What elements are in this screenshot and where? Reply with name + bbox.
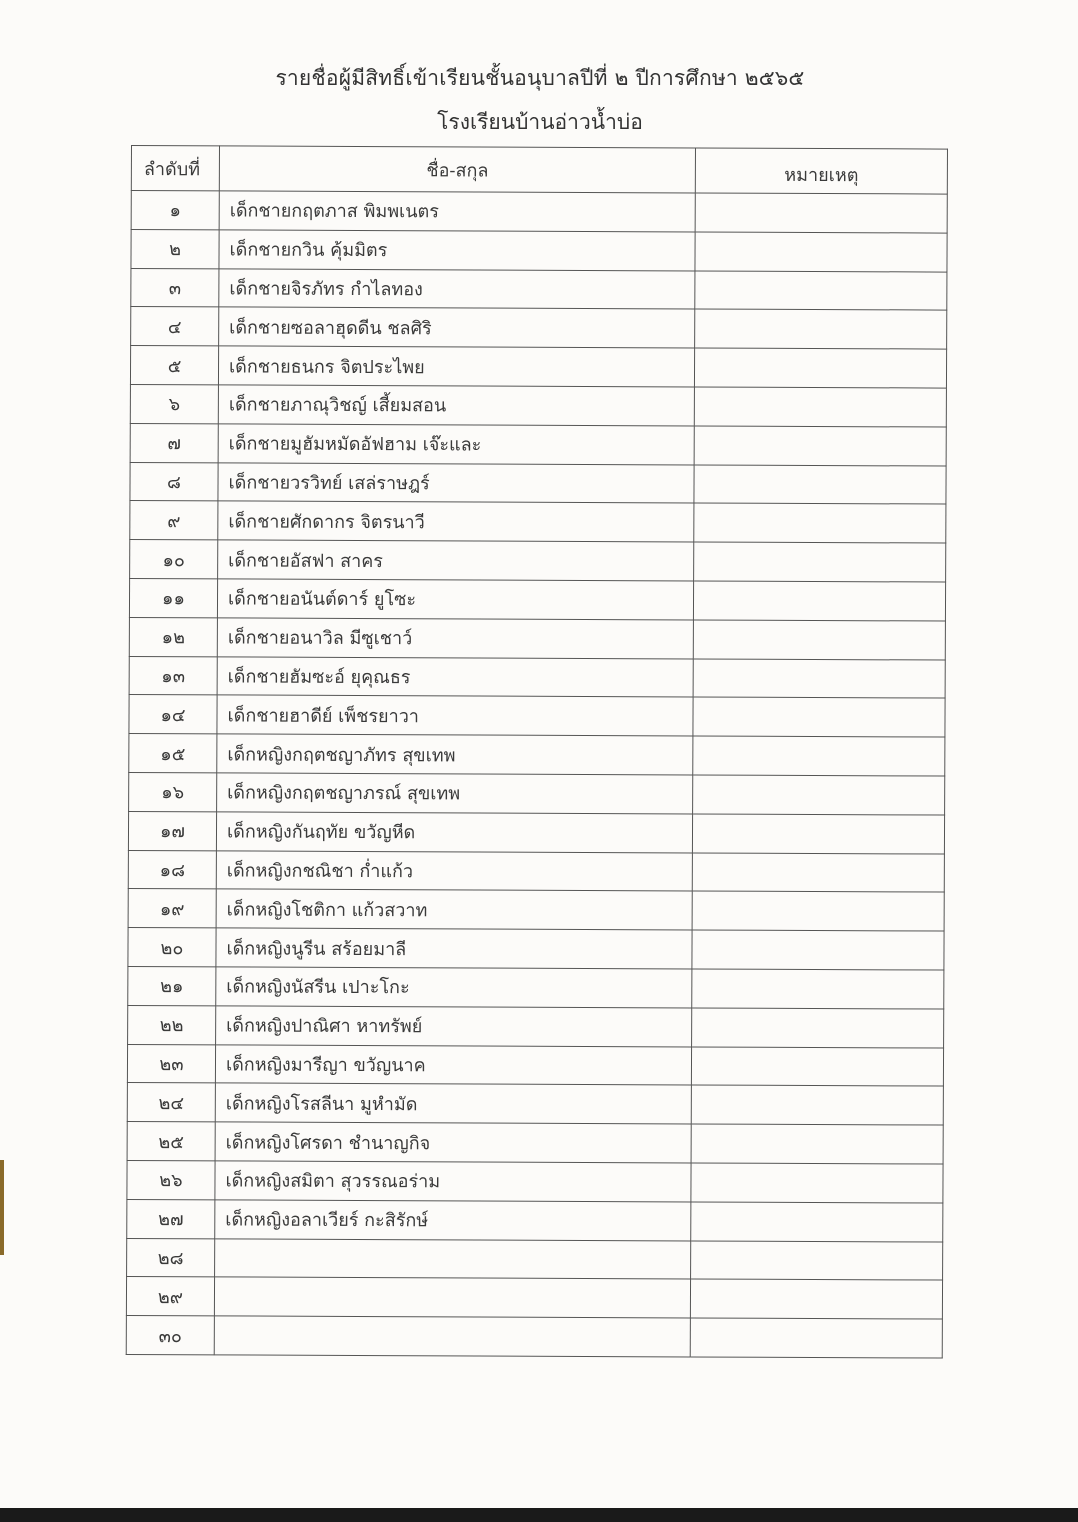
- row-order-number: ๕: [130, 346, 218, 385]
- table-row: [127, 1160, 943, 1202]
- table-row: [129, 695, 945, 737]
- table-row: [126, 1277, 942, 1319]
- table-row: [127, 1122, 943, 1164]
- row-remark: [695, 309, 947, 349]
- row-student-name: เด็กชายอัสฟา สาคร: [218, 540, 694, 581]
- row-remark: [693, 659, 945, 699]
- row-remark: [692, 930, 944, 970]
- row-order-number: ๑๒: [129, 617, 217, 656]
- row-order-number: ๑๗: [128, 811, 216, 850]
- row-order-number: ๒๗: [127, 1199, 215, 1238]
- table-row: [129, 734, 945, 776]
- table-row: [128, 850, 944, 892]
- row-order-number: ๒๙: [126, 1277, 214, 1316]
- row-remark: [694, 348, 946, 388]
- bottom-edge-bar: [0, 1508, 1078, 1522]
- table-row: [130, 540, 946, 582]
- row-remark: [693, 775, 945, 815]
- table-row: [127, 1238, 943, 1280]
- table-header-row: [131, 146, 947, 195]
- table-row: [131, 229, 947, 271]
- table-row: [128, 889, 944, 931]
- row-remark: [694, 465, 946, 505]
- header-remark: หมายเหตุ: [695, 148, 947, 194]
- row-order-number: ๒๑: [128, 966, 216, 1005]
- row-remark: [693, 581, 945, 621]
- row-student-name: เด็กหญิงปาณิศา หาทรัพย์: [216, 1006, 692, 1047]
- row-order-number: ๓: [131, 268, 219, 307]
- row-order-number: ๒๐: [128, 928, 216, 967]
- row-remark: [691, 1202, 943, 1242]
- row-remark: [694, 542, 946, 582]
- row-student-name: เด็กหญิงโชติกา แก้วสวาท: [216, 889, 692, 930]
- row-student-name: เด็กหญิงกฤตชญาภัทร สุขเทพ: [217, 734, 693, 775]
- row-order-number: ๔: [131, 307, 219, 346]
- row-remark: [692, 1008, 944, 1048]
- table-row: [130, 501, 946, 543]
- row-order-number: ๗: [130, 423, 218, 462]
- row-remark: [693, 697, 945, 737]
- row-student-name: เด็กชายภาณุวิชญ์ เสี้ยมสอน: [218, 385, 694, 426]
- row-remark: [695, 271, 947, 311]
- header-full-name: ชื่อ-สกุล: [219, 146, 695, 193]
- page-edge-shadow: [0, 1160, 4, 1255]
- row-student-name: เด็กชายวรวิทย์ เสล่ราษฎร์: [218, 462, 694, 503]
- table-row: [129, 578, 945, 620]
- row-student-name: เด็กชายกวิน คุ้มมิตร: [219, 230, 695, 271]
- table-row: [131, 191, 947, 233]
- row-student-name: [214, 1277, 690, 1318]
- row-remark: [693, 620, 945, 660]
- row-remark: [695, 193, 947, 233]
- row-order-number: ๑๑: [129, 578, 217, 617]
- row-student-name: [215, 1238, 691, 1279]
- row-order-number: ๒๒: [128, 1005, 216, 1044]
- row-remark: [691, 1085, 943, 1125]
- row-order-number: ๑: [131, 191, 219, 230]
- row-remark: [692, 969, 944, 1009]
- row-student-name: เด็กชายอนันต์ดาร์ ยูโซะ: [217, 579, 693, 620]
- student-list-table: [126, 145, 948, 1358]
- header-order-number: ลำดับที่: [131, 146, 219, 191]
- row-student-name: เด็กหญิงโรสลีนา มูหำมัด: [215, 1083, 691, 1124]
- table-row: [128, 811, 944, 853]
- table-row: [126, 1316, 942, 1358]
- row-remark: [691, 1124, 943, 1164]
- row-order-number: ๑๓: [129, 656, 217, 695]
- row-remark: [691, 1163, 943, 1203]
- row-student-name: เด็กหญิงมารีญา ขวัญนาค: [215, 1044, 691, 1085]
- row-order-number: ๖: [130, 384, 218, 423]
- row-student-name: เด็กหญิงนูรีน สร้อยมาลี: [216, 928, 692, 969]
- row-student-name: เด็กชายกฤตภาส พิมพเนตร: [219, 191, 695, 232]
- row-order-number: ๒๔: [127, 1083, 215, 1122]
- table-row: [130, 462, 946, 504]
- row-student-name: [214, 1316, 690, 1357]
- row-student-name: เด็กหญิงสมิตา สุวรรณอร่าม: [215, 1161, 691, 1202]
- row-order-number: ๒๘: [127, 1238, 215, 1277]
- row-remark: [691, 1046, 943, 1086]
- table-row: [131, 268, 947, 310]
- table-body: [126, 191, 947, 1358]
- row-order-number: ๒๓: [127, 1044, 215, 1083]
- row-remark: [694, 503, 946, 543]
- row-order-number: ๒๖: [127, 1160, 215, 1199]
- row-order-number: ๑๕: [129, 734, 217, 773]
- table-row: [130, 423, 946, 465]
- row-order-number: ๘: [130, 462, 218, 501]
- row-student-name: เด็กชายอนาวิล มีซูเชาว์: [217, 618, 693, 659]
- row-order-number: ๑๐: [130, 540, 218, 579]
- table-row: [128, 1005, 944, 1047]
- table-row: [127, 1044, 943, 1086]
- table-row: [131, 307, 947, 349]
- row-student-name: เด็กหญิงกันฤทัย ขวัญหีด: [216, 812, 692, 853]
- school-name: โรงเรียนบ้านอ่าวน้ำบ่อ: [437, 110, 643, 134]
- table-row: [129, 656, 945, 698]
- row-order-number: ๑๖: [129, 772, 217, 811]
- row-student-name: เด็กชายมูฮัมหมัดอัฟฮาม เจ๊ะและ: [218, 424, 694, 465]
- row-remark: [694, 426, 946, 466]
- row-remark: [691, 1240, 943, 1280]
- row-student-name: เด็กชายฮัมซะอ์ ยุคุณธร: [217, 656, 693, 697]
- table-row: [127, 1199, 943, 1241]
- row-student-name: เด็กหญิงกชณิชา ก่ำแก้ว: [216, 850, 692, 891]
- table-row: [128, 928, 944, 970]
- row-student-name: เด็กชายธนกร จิตประไพย: [218, 346, 694, 387]
- row-remark: [695, 232, 947, 272]
- row-order-number: ๒๕: [127, 1122, 215, 1161]
- table-row: [130, 384, 946, 426]
- table-row: [129, 617, 945, 659]
- row-student-name: เด็กหญิงกฤตชญาภรณ์ สุขเทพ: [217, 773, 693, 814]
- row-student-name: เด็กชายฮาดีย์ เพ็ชรยาวา: [217, 695, 693, 736]
- row-order-number: ๑๘: [128, 850, 216, 889]
- row-remark: [692, 814, 944, 854]
- row-remark: [692, 891, 944, 931]
- document-title: รายชื่อผู้มีสิทธิ์เข้าเรียนชั้นอนุบาลปีที่ ๒ ปีการศึกษา ๒๕๖๕: [275, 66, 805, 90]
- row-remark: [690, 1279, 942, 1319]
- row-order-number: ๙: [130, 501, 218, 540]
- table-row: [128, 966, 944, 1008]
- table-row: [129, 772, 945, 814]
- table-row: [127, 1083, 943, 1125]
- row-remark: [690, 1318, 942, 1358]
- row-order-number: ๒: [131, 229, 219, 268]
- row-student-name: เด็กชายจิรภัทร กำไลทอง: [219, 268, 695, 309]
- row-student-name: เด็กชายศักดากร จิตรนาวี: [218, 501, 694, 542]
- row-order-number: ๑๙: [128, 889, 216, 928]
- table-row: [130, 346, 946, 388]
- row-student-name: เด็กหญิงโศรดา ชำนาญกิจ: [215, 1122, 691, 1163]
- row-order-number: ๑๔: [129, 695, 217, 734]
- row-student-name: เด็กชายซอลาฮุดดีน ชลศิริ: [219, 307, 695, 348]
- row-remark: [693, 736, 945, 776]
- row-student-name: เด็กหญิงอลาเวียร์ กะสิรักษ์: [215, 1200, 691, 1241]
- row-remark: [692, 853, 944, 893]
- row-student-name: เด็กหญิงนัสรีน เปาะโกะ: [216, 967, 692, 1008]
- row-remark: [694, 387, 946, 427]
- row-order-number: ๓๐: [126, 1316, 214, 1355]
